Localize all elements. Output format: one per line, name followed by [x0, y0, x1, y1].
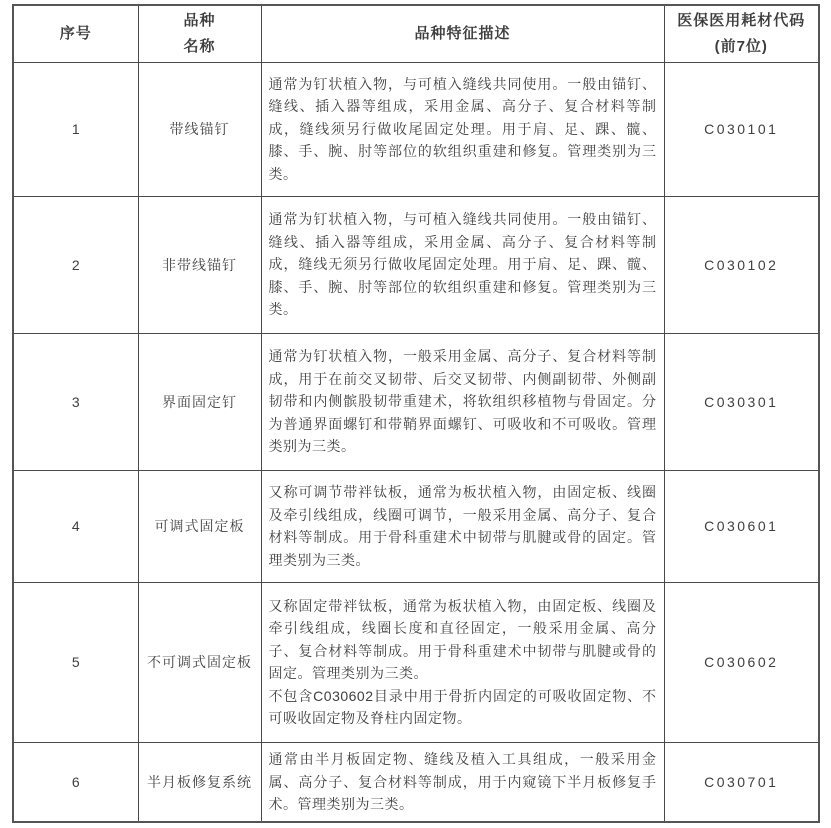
header-variety-name-line2: 名称 — [183, 37, 216, 55]
header-feature-description-label: 品种特征描述 — [414, 24, 511, 42]
description-paragraph: 又称可调节带袢钛板，通常为板状植入物，由固定板、线圈及牵引线组成，线圈可调节，一般采用金属、高分子、复合材料等制成。用于骨科重建术中韧带与肌腱或骨的固定。管理类别为三类。 — [268, 484, 657, 568]
insurance-code-cell: C030102 — [664, 196, 819, 333]
description-paragraph: 又称固定带袢钛板，通常为板状植入物，由固定板、线圈及牵引线组成，线圈长度和直径固定，一般采用金属、高分子、复合材料等制成。用于骨科重建术中韧带与肌腱或骨的固定。管理类别为三类。 — [268, 597, 657, 681]
serial-number-cell: 5 — [13, 582, 138, 742]
table-row — [13, 333, 819, 470]
description-paragraph: 通常由半月板固定物、缝线及植入工具组成，一般采用金属、高分子、复合材料等制成，用于内窥镜下半月板修复手术。管理类别为三类。 — [268, 751, 657, 812]
feature-description-cell — [261, 470, 664, 582]
insurance-code-cell: C030601 — [664, 470, 819, 582]
table-row — [13, 196, 819, 333]
feature-description-cell — [261, 742, 664, 822]
header-feature-description — [261, 5, 664, 62]
header-serial-number-label: 序号 — [59, 24, 92, 42]
description-paragraph: 不包含C030602目录中用于骨折内固定的可吸收固定物、不可吸收固定物及脊柱内固定物。 — [268, 687, 657, 726]
header-insurance-code-line2: (前7位) — [714, 37, 768, 55]
description-paragraph: 通常为钉状植入物，一般采用金属、高分子、复合材料等制成，用于在前交叉韧带、后交叉韧带、内侧副韧带、外侧副韧带和内侧髌股韧带重建术，将软组织移植物与骨固定。分为普通界面螺钉和带鞘界面螺钉、可吸收和不可吸收。管理类别为三类。 — [268, 348, 657, 455]
table-row — [13, 62, 819, 196]
feature-description-cell — [261, 62, 664, 196]
consumables-catalog-table — [12, 4, 820, 823]
variety-name-cell: 半月板修复系统 — [138, 742, 261, 822]
insurance-code-cell: C030101 — [664, 62, 819, 196]
table-header — [13, 5, 819, 62]
feature-description-cell — [261, 196, 664, 333]
serial-number-cell: 2 — [13, 196, 138, 333]
variety-name-cell: 可调式固定板 — [138, 470, 261, 582]
table-body — [13, 62, 819, 822]
table-row — [13, 742, 819, 822]
header-insurance-code — [664, 5, 819, 62]
variety-name-cell: 不可调式固定板 — [138, 582, 261, 742]
description-paragraph: 通常为钉状植入物，与可植入缝线共同使用。一般由锚钉、缝线、插入器等组成，采用金属、高分子、复合材料等制成，缝线无须另行做收尾固定处理。用于肩、足、踝、髋、膝、手、腕、肘等部位的软组织重建和修复。管理类别为三类。 — [268, 211, 657, 318]
insurance-code-cell: C030701 — [664, 742, 819, 822]
variety-name-cell: 界面固定钉 — [138, 333, 261, 470]
header-row — [13, 5, 819, 62]
feature-description-cell — [261, 582, 664, 742]
header-variety-name-line1: 品种 — [183, 11, 216, 29]
serial-number-cell: 6 — [13, 742, 138, 822]
description-paragraph: 通常为钉状植入物，与可植入缝线共同使用。一般由锚钉、缝线、插入器等组成，采用金属、高分子、复合材料等制成，缝线须另行做收尾固定处理。用于肩、足、踝、髋、膝、手、腕、肘等部位的软组织重建和修复。管理类别为三类。 — [268, 75, 657, 182]
header-insurance-code-line1: 医保医用耗材代码 — [677, 11, 806, 29]
variety-name-cell: 非带线锚钉 — [138, 196, 261, 333]
feature-description-cell — [261, 333, 664, 470]
insurance-code-cell: C030301 — [664, 333, 819, 470]
table-row — [13, 582, 819, 742]
table-row — [13, 470, 819, 582]
serial-number-cell: 4 — [13, 470, 138, 582]
insurance-code-cell: C030602 — [664, 582, 819, 742]
header-variety-name — [138, 5, 261, 62]
variety-name-cell: 带线锚钉 — [138, 62, 261, 196]
header-serial-number — [13, 5, 138, 62]
serial-number-cell: 1 — [13, 62, 138, 196]
serial-number-cell: 3 — [13, 333, 138, 470]
